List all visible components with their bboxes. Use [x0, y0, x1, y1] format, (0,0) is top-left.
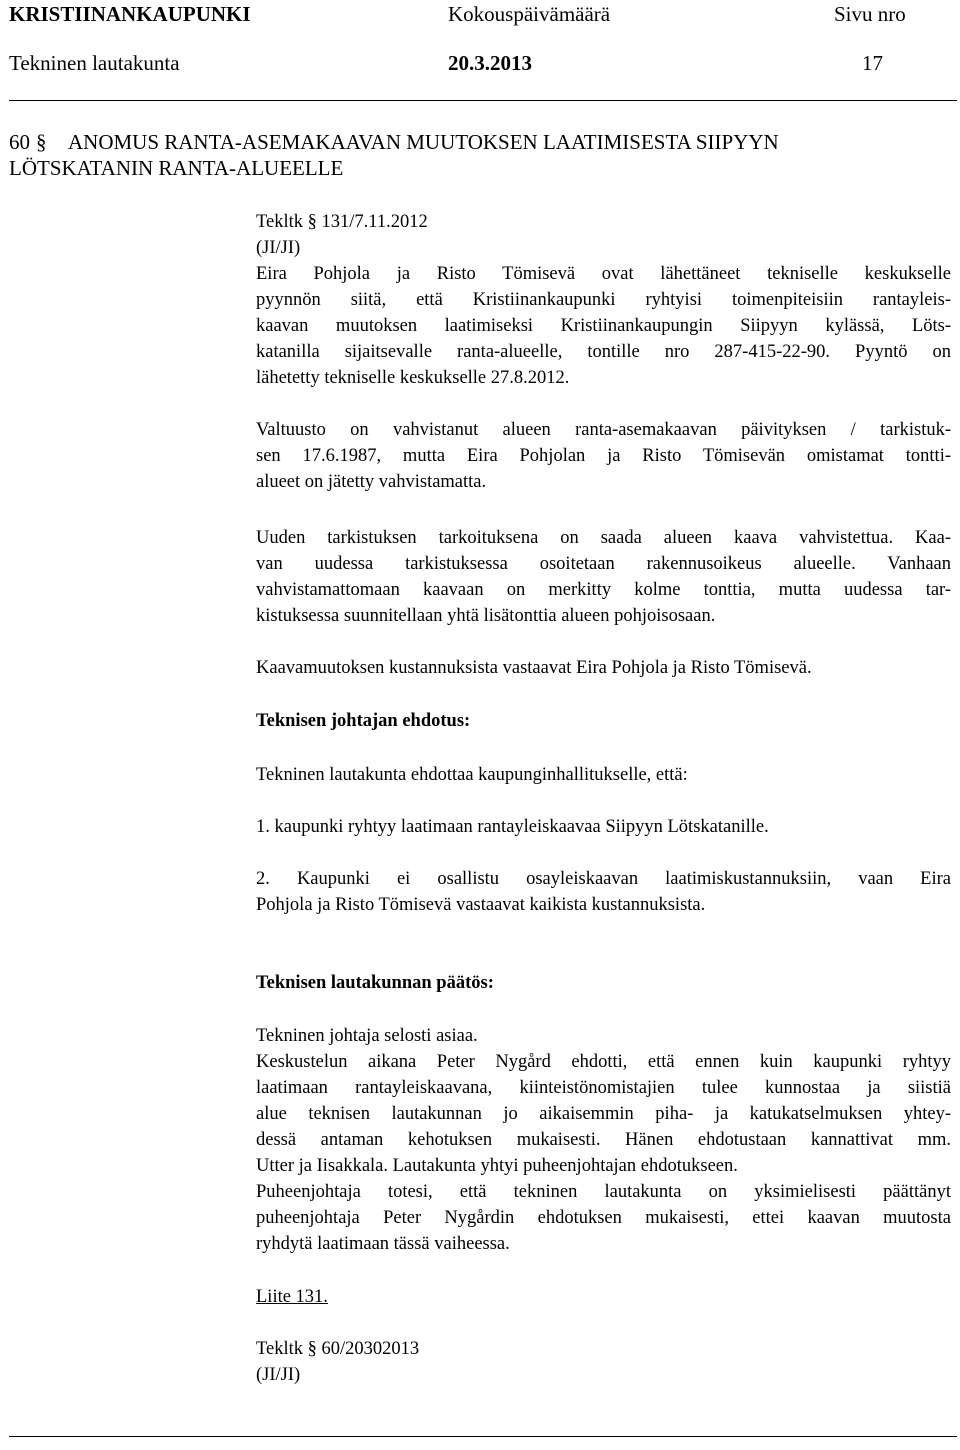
- paragraph-1-line: pyynnön siitä, että Kristiinankaupunki ryhtyisi toimenpiteisiin rantayleis-: [256, 290, 951, 310]
- paragraph-3-line: vahvistamattomaan kaavaan on merkitty kolme tonttia, mutta uudessa tar-: [256, 580, 951, 600]
- paragraph-3-line: Uuden tarkistuksen tarkoituksena on saada alueen kaava vahvistettua. Kaa-: [256, 528, 951, 548]
- paragraph-2: [256, 417, 951, 495]
- reference-prefix: Tekltk: [256, 212, 303, 232]
- paragraph-1-line: lähetetty tekniselle keskukselle 27.8.2012.: [256, 368, 570, 388]
- item-title-line-1: ANOMUS RANTA-ASEMAKAAVAN MUUTOKSEN LAATIMISESTA SIIPYYN: [68, 130, 779, 154]
- decision-line: dessä antaman kehotuksen mukaisesti. Hänen ehdotustaan kannattivat mm.: [256, 1130, 951, 1150]
- decision-line: Keskustelun aikana Peter Nygård ehdotti, että ennen kuin kaupunki ryhtyy: [256, 1052, 951, 1072]
- paragraph-1-line: katanilla sijaitsevalle ranta-alueelle, tontille nro 287-415-22-90. Pyyntö on: [256, 342, 951, 362]
- decision-line: puheenjohtaja Peter Nygårdin ehdotuksen mukaisesti, ettei kaavan muutosta: [256, 1208, 951, 1228]
- item-number: 60: [9, 130, 30, 154]
- proposal-item-2-line: Pohjola ja Risto Tömisevä vastaavat kaikista kustannuksista.: [256, 895, 706, 915]
- proposal-heading: Teknisen johtajan ehdotus:: [256, 711, 471, 731]
- footer-reference-value: 60/20302013: [321, 1339, 420, 1359]
- header-city: KRISTIINANKAUPUNKI: [9, 2, 251, 26]
- header-date: 20.3.2013: [448, 51, 532, 75]
- paragraph-2-line: alueet on jätetty vahvistamatta.: [256, 472, 487, 492]
- header-meeting-date-label: Kokouspäivämäärä: [448, 2, 611, 26]
- paragraph-2-line: Valtuusto on vahvistanut alueen ranta-asemakaavan päivityksen / tarkistuk-: [256, 420, 951, 440]
- paragraph-3-line: van uudessa tarkistuksessa osoitetaan rakennusoikeus alueelle. Vanhaan: [256, 554, 951, 574]
- paragraph-3: [256, 525, 951, 629]
- footer-reference-section-sign: §: [307, 1339, 317, 1359]
- attachment-link[interactable]: Liite 131.: [256, 1287, 328, 1307]
- decision-text: [256, 1023, 951, 1257]
- proposal-intro: Tekninen lautakunta ehdottaa kaupunginhallitukselle, että:: [256, 765, 688, 785]
- reference-block: [256, 209, 428, 261]
- reference-value: 131/7.11.2012: [321, 212, 428, 232]
- proposal-item-1: 1. kaupunki ryhtyy laatimaan rantayleiskaavaa Siipyyn Lötskatanille.: [256, 817, 769, 837]
- proposal-item-2-line: 2. Kaupunki ei osallistu osayleiskaavan laatimiskustannuksiin, vaan Eira: [256, 869, 951, 889]
- decision-line: Puheenjohtaja totesi, että tekninen lautakunta on yksimielisesti päättänyt: [256, 1182, 951, 1202]
- item-title-line-2: LÖTSKATANIN RANTA-ALUEELLE: [9, 156, 344, 180]
- decision-line: alue teknisen lautakunnan jo aikaisemmin piha- ja katukatselmuksen yhtey-: [256, 1104, 951, 1124]
- footer-divider: [9, 1436, 957, 1437]
- reference-initials: (JI/JI): [256, 238, 301, 258]
- paragraph-2-line: sen 17.6.1987, mutta Eira Pohjolan ja Risto Tömisevän omistamat tontti-: [256, 446, 951, 466]
- footer-reference-prefix: Tekltk: [256, 1339, 303, 1359]
- footer-reference: [256, 1336, 419, 1388]
- paragraph-1-line: Eira Pohjola ja Risto Tömisevä ovat lähettäneet tekniselle keskukselle: [256, 264, 951, 284]
- header-page-label: Sivu nro: [834, 2, 906, 26]
- reference-section-sign: §: [307, 212, 317, 232]
- decision-line: Utter ja Iisakkala. Lautakunta yhtyi puheenjohtajan ehdotukseen.: [256, 1156, 738, 1176]
- paragraph-4: Kaavamuutoksen kustannuksista vastaavat Eira Pohjola ja Risto Tömisevä.: [256, 658, 812, 678]
- paragraph-1: [256, 261, 951, 391]
- item-section-sign: §: [36, 130, 47, 154]
- footer-reference-initials: (JI/JI): [256, 1365, 301, 1385]
- paragraph-3-line: kistuksessa suunnitellaan yhtä lisätonttia alueen pohjoisosaan.: [256, 606, 716, 626]
- decision-line: laatimaan rantayleiskaavana, kiinteistönomistajien tulee kunnostaa ja siistiä: [256, 1078, 951, 1098]
- paragraph-1-line: kaavan muutoksen laatimiseksi Kristiinankaupungin Siipyyn kylässä, Löts-: [256, 316, 951, 336]
- header-page-number: 17: [862, 51, 883, 75]
- decision-line: ryhdytä laatimaan tässä vaiheessa.: [256, 1234, 510, 1254]
- header-divider: [9, 100, 957, 101]
- decision-heading: Teknisen lautakunnan päätös:: [256, 973, 494, 993]
- proposal-item-2: [256, 866, 951, 918]
- header-board: Tekninen lautakunta: [9, 51, 180, 75]
- decision-line: Tekninen johtaja selosti asiaa.: [256, 1026, 478, 1046]
